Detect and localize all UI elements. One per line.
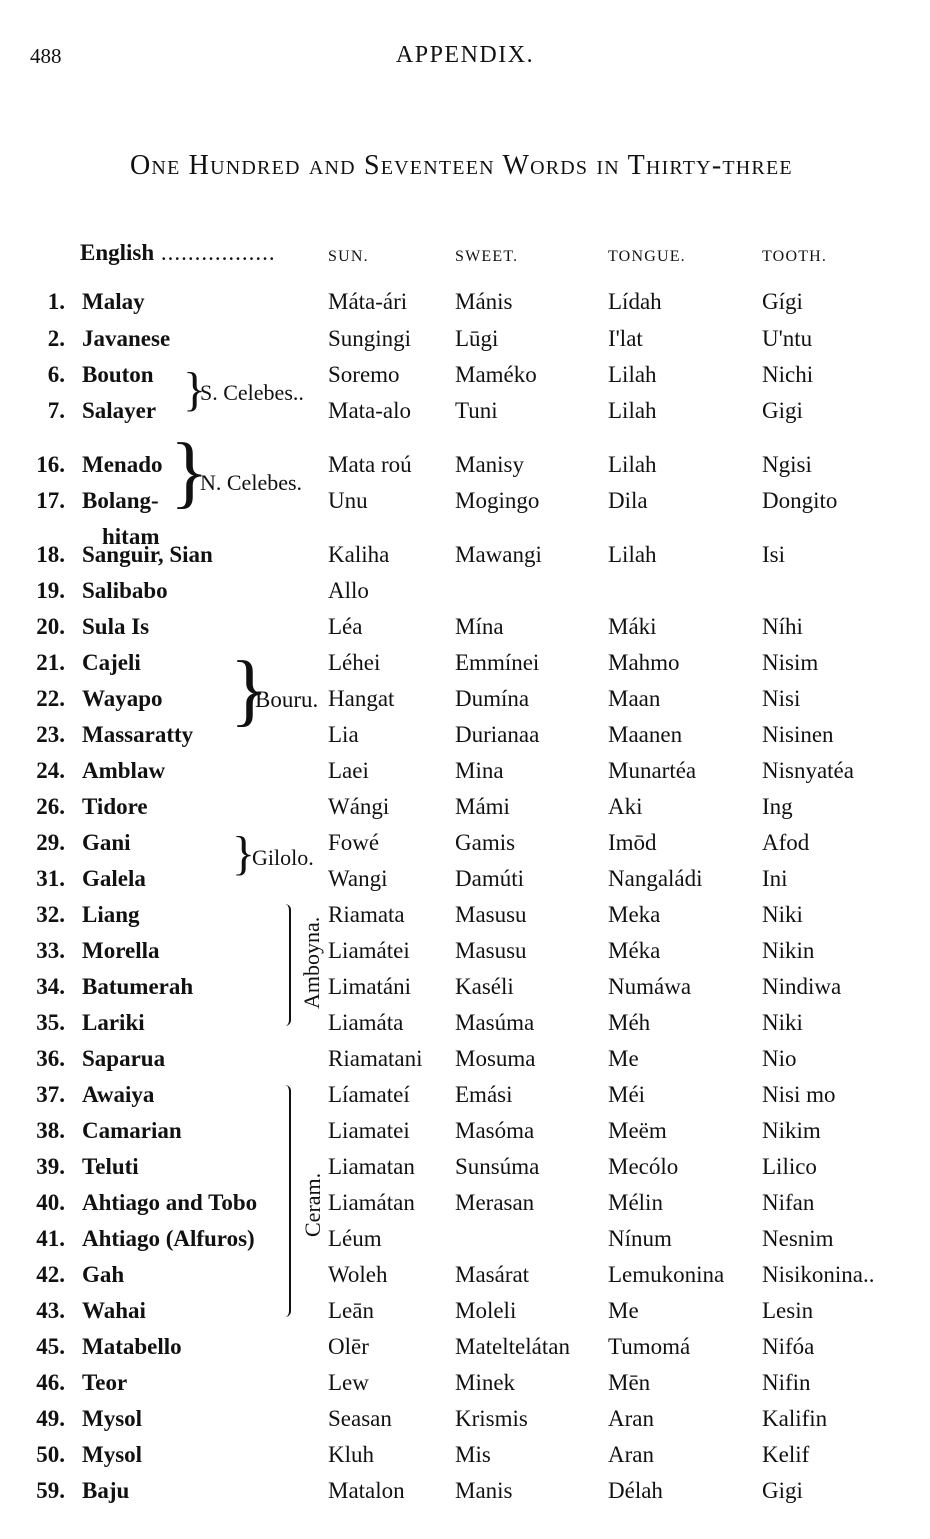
row-number: 24. [36, 758, 65, 783]
language-name: Bouton [82, 362, 154, 387]
language-name: Gah [82, 1262, 125, 1287]
word-tongue: Numáwa [608, 974, 692, 999]
language-name: Sula Is [82, 614, 150, 639]
word-sweet: Moleli [455, 1298, 517, 1323]
word-tongue: Aran [608, 1442, 654, 1467]
word-sweet: Sunsúma [455, 1154, 540, 1179]
language-name: Mysol [82, 1442, 143, 1467]
row-number: 6. [47, 362, 65, 387]
word-tooth: Gígi [762, 289, 803, 314]
word-tooth: Dongito [762, 488, 838, 513]
word-sun: Limatáni [328, 974, 412, 999]
word-sweet: Maméko [455, 362, 537, 387]
group-ceram-bracket [283, 1085, 291, 1317]
word-tongue: Nangaládi [608, 866, 703, 891]
language-name: Galela [82, 866, 146, 891]
group-amboyna-label: Amboyna. [299, 916, 324, 1009]
word-tooth: Gigi [762, 1478, 803, 1503]
row-number: 39. [36, 1154, 65, 1179]
word-tooth: Nio [762, 1046, 797, 1071]
word-sweet: Krismis [455, 1406, 528, 1431]
word-sweet: Gamis [455, 830, 516, 855]
group-bouru-brace: } [230, 646, 269, 734]
word-sun: Kaliha [328, 542, 390, 567]
row-number: 50. [36, 1442, 65, 1467]
group-amboyna-bracket [283, 904, 291, 1026]
word-sweet: Mína [455, 614, 504, 639]
language-name: Malay [82, 289, 145, 314]
word-sun: Máta-ári [328, 289, 408, 314]
word-tongue: Maan [608, 686, 661, 711]
word-tongue: Meka [608, 902, 661, 927]
word-tongue: Munartéa [608, 758, 697, 783]
header-sweet: SWEET. [455, 248, 519, 265]
language-name: Bolang- [82, 488, 159, 513]
language-name: Teluti [82, 1154, 139, 1179]
word-tooth: Nesnim [762, 1226, 834, 1251]
language-name: Saparua [82, 1046, 166, 1071]
language-name: Awaiya [82, 1082, 155, 1107]
word-sweet: Manis [455, 1478, 513, 1503]
word-sun: Liamáta [328, 1010, 404, 1035]
row-number: 29. [36, 830, 65, 855]
word-sun: Liamatei [328, 1118, 410, 1143]
word-tongue: Lilah [608, 452, 657, 477]
word-tooth: Ngisi [762, 452, 812, 477]
word-tooth: Afod [762, 830, 810, 855]
language-name: Camarian [82, 1118, 182, 1143]
word-tongue: Maanen [608, 722, 683, 747]
group-s-celebes-label: S. Celebes.. [200, 380, 304, 405]
row-number: 34. [36, 974, 65, 999]
row-number: 2. [47, 326, 65, 351]
language-name: Ahtiago and Tobo [82, 1190, 258, 1215]
language-name: Massaratty [82, 722, 194, 747]
header-tongue: TONGUE. [608, 248, 686, 265]
word-tooth: Nindiwa [762, 974, 842, 999]
running-head: APPENDIX. [395, 42, 535, 68]
group-gilolo-label: Gilolo. [252, 845, 314, 870]
word-sweet: Durianaa [455, 722, 540, 747]
word-tongue: Máki [608, 614, 657, 639]
language-name: Javanese [82, 326, 171, 351]
row-number: 42. [36, 1262, 65, 1287]
page-number: 488 [30, 44, 62, 68]
row-number: 49. [36, 1406, 65, 1431]
word-sweet: Lūgi [455, 326, 499, 351]
group-n-celebes-label: N. Celebes. [200, 470, 303, 495]
word-sun: Kluh [328, 1442, 374, 1467]
language-name: Teor [82, 1370, 128, 1395]
word-tooth: Nisi mo [762, 1082, 836, 1107]
word-sweet: Manisy [455, 452, 524, 477]
word-tongue: Me [608, 1046, 639, 1071]
word-sweet: Mánis [455, 289, 513, 314]
word-tooth: Nisinen [762, 722, 834, 747]
row-number: 43. [36, 1298, 65, 1323]
row-number: 41. [36, 1226, 65, 1251]
row-number: 45. [36, 1334, 65, 1359]
language-name: Tidore [82, 794, 148, 819]
header-sun: SUN. [328, 248, 369, 265]
word-sweet: Masárat [455, 1262, 530, 1287]
word-tooth: Nikin [762, 938, 815, 963]
word-tongue: I'lat [608, 326, 643, 351]
word-tooth: Nisnyatéa [762, 758, 854, 783]
word-tongue: Meëm [608, 1118, 667, 1143]
language-name: Salibabo [82, 578, 168, 603]
word-sun: Wangi [328, 866, 388, 891]
row-number: 1. [47, 289, 65, 314]
group-gilolo-brace: } [232, 827, 256, 880]
word-sweet: Masóma [455, 1118, 535, 1143]
word-sweet: Tuni [455, 398, 498, 423]
language-name: Matabello [82, 1334, 182, 1359]
word-tooth: Lesin [762, 1298, 814, 1323]
row-number: 59. [36, 1478, 65, 1503]
row-number: 37. [36, 1082, 65, 1107]
language-name: Salayer [82, 398, 157, 423]
word-tongue: Mélin [608, 1190, 663, 1215]
row-number: 18. [36, 542, 65, 567]
row-number: 46. [36, 1370, 65, 1395]
word-sweet: Kaséli [455, 974, 514, 999]
row-number: 16. [36, 452, 65, 477]
word-tongue: Mecólo [608, 1154, 679, 1179]
word-sun: Liamátan [328, 1190, 415, 1215]
word-tongue: Lilah [608, 398, 657, 423]
word-sweet: Mina [455, 758, 504, 783]
word-sun: Lia [328, 722, 359, 747]
word-tongue: Méh [608, 1010, 651, 1035]
language-name: Amblaw [82, 758, 166, 783]
word-sun: Wángi [328, 794, 390, 819]
word-sweet: Damúti [455, 866, 524, 891]
word-tongue: Méi [608, 1082, 646, 1107]
row-number: 35. [36, 1010, 65, 1035]
language-name: Ahtiago (Alfuros) [82, 1226, 255, 1251]
row-number: 40. [36, 1190, 65, 1215]
word-sun: Léhei [328, 650, 381, 675]
word-sun: Laei [328, 758, 369, 783]
word-tongue: Mahmo [608, 650, 680, 675]
word-tooth: U'ntu [762, 326, 813, 351]
language-name: Gani [82, 830, 131, 855]
word-sweet: Masusu [455, 938, 527, 963]
word-sun: Leān [328, 1298, 374, 1323]
word-tooth: Kalifin [762, 1406, 828, 1431]
word-tongue: Mēn [608, 1370, 651, 1395]
row-number: 31. [36, 866, 65, 891]
word-tongue: Lemukonina [608, 1262, 725, 1287]
word-tooth: Lilico [762, 1154, 817, 1179]
word-sun: Matalon [328, 1478, 405, 1503]
word-sun: Sungingi [328, 326, 412, 351]
word-tooth: Niki [762, 902, 803, 927]
word-sun: Woleh [328, 1262, 388, 1287]
language-name: Baju [82, 1478, 130, 1503]
word-sweet: Masúma [455, 1010, 535, 1035]
row-number: 19. [36, 578, 65, 603]
word-sun: Soremo [328, 362, 400, 387]
word-sun: Seasan [328, 1406, 392, 1431]
word-sweet: Mogingo [455, 488, 540, 513]
word-sun: Riamata [328, 902, 405, 927]
row-number: 21. [36, 650, 65, 675]
word-sweet: Dumína [455, 686, 530, 711]
language-name: Liang [82, 902, 140, 927]
row-number: 20. [36, 614, 65, 639]
language-name: Sanguir, Sian [82, 542, 213, 567]
word-sun: Léa [328, 614, 363, 639]
word-tooth: Ing [762, 794, 793, 819]
word-sun: Léum [328, 1226, 382, 1251]
row-number: 22. [36, 686, 65, 711]
word-sweet: Mámi [455, 794, 510, 819]
word-tongue: Lilah [608, 362, 657, 387]
table-title: One Hundred and Seventeen Words in Thirty-three [130, 150, 793, 181]
language-name: Morella [82, 938, 160, 963]
word-tooth: Nifóa [762, 1334, 815, 1359]
word-sun: Fowé [328, 830, 380, 855]
word-sweet: Mosuma [455, 1046, 536, 1071]
language-name: Cajeli [82, 650, 141, 675]
word-sun: Riamatani [328, 1046, 423, 1071]
word-sweet: Mawangi [455, 542, 542, 567]
word-tongue: Imōd [608, 830, 657, 855]
row-number: 17. [36, 488, 65, 513]
word-tooth: Nisikonina.. [762, 1262, 875, 1287]
word-sweet: Mis [455, 1442, 491, 1467]
word-sun: Mata roú [328, 452, 412, 477]
word-sun: Líamateí [328, 1082, 410, 1107]
word-tooth: Kelif [762, 1442, 810, 1467]
row-number: 33. [36, 938, 65, 963]
word-sun: Unu [328, 488, 368, 513]
word-sun: Liamatan [328, 1154, 415, 1179]
language-name: Lariki [82, 1010, 145, 1035]
word-tooth: Isi [762, 542, 785, 567]
word-tongue: Tumomá [608, 1334, 691, 1359]
word-sweet: Emási [455, 1082, 513, 1107]
word-sweet: Masusu [455, 902, 527, 927]
word-tooth: Níhi [762, 614, 803, 639]
word-sun: Olēr [328, 1334, 369, 1359]
word-tongue: Aki [608, 794, 643, 819]
language-name-continued: hitam [102, 524, 160, 549]
row-number: 38. [36, 1118, 65, 1143]
word-sun: Hangat [328, 686, 395, 711]
word-tooth: Nifin [762, 1370, 811, 1395]
word-tooth: Nichi [762, 362, 814, 387]
word-sun: Liamátei [328, 938, 410, 963]
group-n-celebes-brace: } [170, 428, 209, 516]
group-bouru-label: Bouru. [255, 687, 319, 712]
word-tongue: Délah [608, 1478, 663, 1503]
word-tongue: Lídah [608, 289, 662, 314]
word-sun: Allo [328, 578, 369, 603]
word-tooth: Nisi [762, 686, 801, 711]
word-tongue: Nínum [608, 1226, 672, 1251]
group-ceram-label: Ceram. [300, 1172, 325, 1237]
word-tongue: Me [608, 1298, 639, 1323]
language-name: Menado [82, 452, 163, 477]
word-sweet: Emmínei [455, 650, 540, 675]
row-number: 26. [36, 794, 65, 819]
group-s-celebes-brace: } [183, 363, 207, 416]
row-number: 7. [47, 398, 65, 423]
row-number: 32. [36, 902, 65, 927]
word-tongue: Dila [608, 488, 648, 513]
language-name: Batumerah [82, 974, 194, 999]
header-tooth: TOOTH. [762, 248, 828, 265]
word-tooth: Nisim [762, 650, 819, 675]
row-number: 36. [36, 1046, 65, 1071]
word-tooth: Ini [762, 866, 788, 891]
word-sweet: Merasan [455, 1190, 535, 1215]
word-sweet: Mateltelátan [455, 1334, 570, 1359]
language-name: Mysol [82, 1406, 143, 1431]
language-name: Wahai [82, 1298, 146, 1323]
word-sweet: Minek [455, 1370, 516, 1395]
word-tongue: Aran [608, 1406, 654, 1431]
word-tongue: Lilah [608, 542, 657, 567]
language-name: Wayapo [82, 686, 163, 711]
word-tooth: Gigi [762, 398, 803, 423]
row-number: 23. [36, 722, 65, 747]
word-tooth: Niki [762, 1010, 803, 1035]
word-sun: Mata-alo [328, 398, 412, 423]
word-tongue: Méka [608, 938, 661, 963]
word-sun: Lew [328, 1370, 369, 1395]
header-english: English ................. [80, 240, 276, 265]
word-tooth: Nikim [762, 1118, 821, 1143]
word-tooth: Nifan [762, 1190, 815, 1215]
